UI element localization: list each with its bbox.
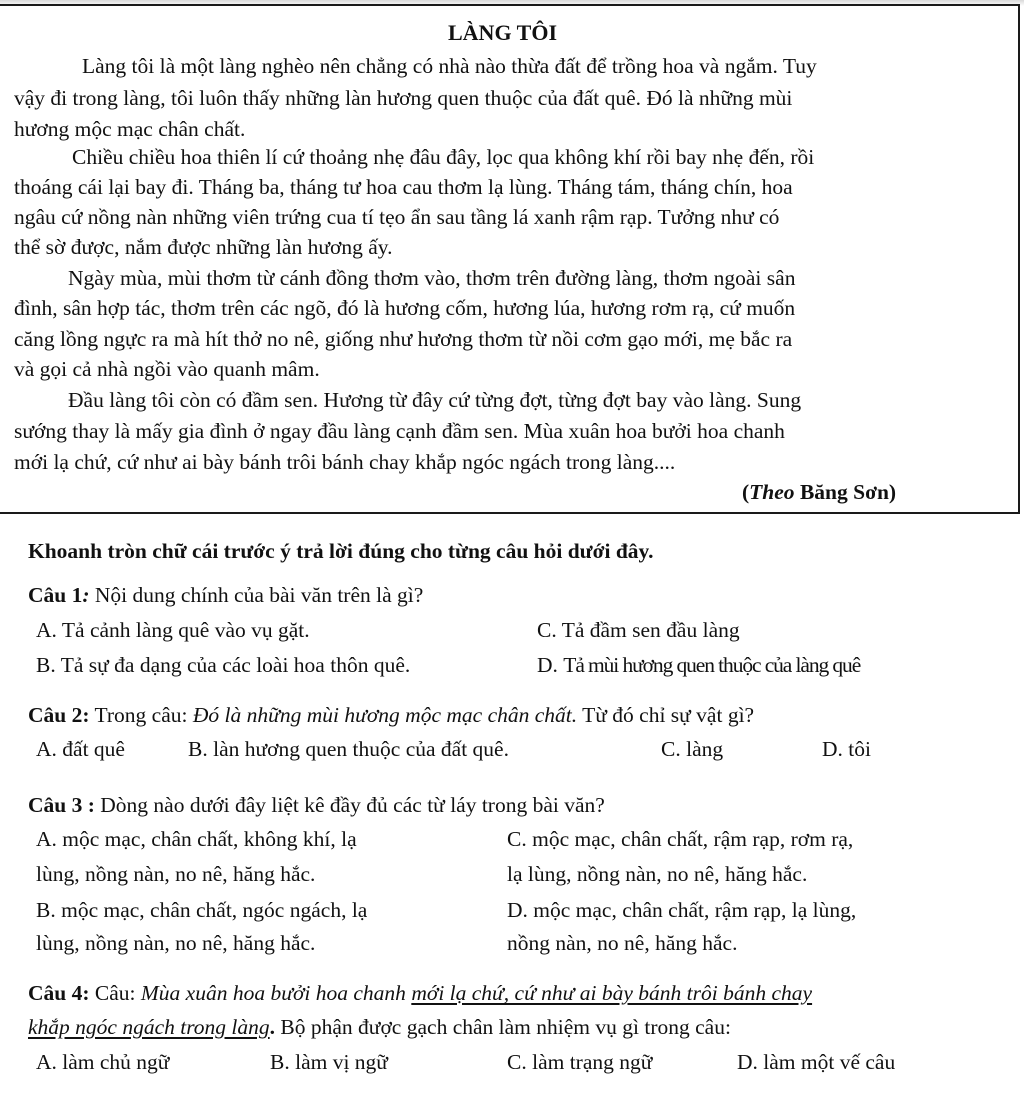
passage-line: hương mộc mạc chân chất. — [14, 117, 246, 141]
q1-option-a[interactable]: A. Tả cảnh làng quê vào vụ gặt. — [36, 618, 310, 642]
passage-line: ngâu cứ nồng nàn những viên trứng cua tí tẹo ẩn sau tầng lá xanh rậm rạp. Tưởng như có — [14, 205, 780, 229]
q3-option-b[interactable]: B. mộc mạc, chân chất, ngóc ngách, lạ — [36, 898, 368, 922]
passage-line: Đầu làng tôi còn có đầm sen. Hương từ đây cứ từng đợt, từng đợt bay vào làng. Sung — [68, 388, 802, 412]
q3-option-d-cont[interactable]: nồng nàn, no nê, hăng hắc. — [507, 931, 738, 955]
passage-line: sướng thay là mấy gia đình ở ngay đầu làng cạnh đầm sen. Mùa xuân hoa bưởi hoa chanh — [14, 419, 785, 443]
passage-line: đình, sân hợp tác, thơm trên các ngõ, đó là hương cốm, hương lúa, hương rơm rạ, cứ muốn — [14, 296, 796, 320]
q1-option-c[interactable]: C. Tả đầm sen đầu làng — [537, 618, 740, 642]
q2-option-c[interactable]: C. làng — [661, 737, 724, 761]
passage-line: thể sờ được, nắm được những làn hương ấy. — [14, 235, 393, 259]
q4-option-d[interactable]: D. làm một vế câu — [737, 1050, 896, 1074]
q2-option-a[interactable]: A. đất quê — [36, 737, 125, 761]
passage-line: Làng tôi là một làng nghèo nên chẳng có nhà nào thừa đất để trồng hoa và ngắm. Tuy — [82, 54, 817, 78]
passage-credit: (Theo Băng Sơn) — [742, 480, 897, 504]
q2-option-b[interactable]: B. làn hương quen thuộc của đất quê. — [188, 737, 509, 761]
q3-option-c-cont[interactable]: lạ lùng, nồng nàn, no nê, hăng hắc. — [507, 862, 808, 886]
passage-line: Ngày mùa, mùi thơm từ cánh đồng thơm vào, thơm trên đường làng, thơm ngoài sân — [68, 266, 796, 290]
q4-underlined-part: khắp ngóc ngách trong làng — [28, 1015, 270, 1039]
passage-line: và gọi cả nhà ngồi vào quanh mâm. — [14, 357, 320, 381]
q3-option-b-cont[interactable]: lùng, nồng nàn, no nê, hăng hắc. — [36, 931, 316, 955]
q4-option-a[interactable]: A. làm chủ ngữ — [36, 1050, 170, 1074]
q3-option-c[interactable]: C. mộc mạc, chân chất, rậm rạp, rơm rạ, — [507, 827, 854, 851]
instruction: Khoanh tròn chữ cái trước ý trả lời đúng cho từng câu hỏi dưới đây. — [28, 539, 654, 563]
q3-option-a-cont[interactable]: lùng, nồng nàn, no nê, hăng hắc. — [36, 862, 316, 886]
passage-line: mới lạ chứ, cứ như ai bày bánh trôi bánh chay khắp ngóc ngách trong làng.... — [14, 450, 676, 474]
question-4: Câu 4: Câu: Mùa xuân hoa bưởi hoa chanh mới lạ chứ, cứ như ai bày bánh trôi bánh chay — [28, 981, 813, 1005]
q4-option-b[interactable]: B. làm vị ngữ — [270, 1050, 388, 1074]
passage-line: căng lồng ngực ra mà hít thở no nê, giống như hương thơm từ nồi cơm gạo mới, mẹ bắc ra — [14, 327, 793, 351]
question-1: Câu 1: Nội dung chính của bài văn trên là gì? — [28, 583, 424, 607]
q4-underlined-part: mới lạ chứ, cứ như ai bày bánh trôi bánh chay — [411, 981, 813, 1005]
question-4-cont: khắp ngóc ngách trong làng. Bộ phận được gạch chân làm nhiệm vụ gì trong câu: — [28, 1015, 731, 1039]
passage-line: thoáng cái lại bay đi. Tháng ba, tháng tư hoa cau thơm lạ lùng. Tháng tám, tháng chín, hoa — [14, 175, 793, 199]
passage-line: vậy đi trong làng, tôi luôn thấy những làn hương quen thuộc của đất quê. Đó là những mùi — [14, 86, 793, 110]
q4-option-c[interactable]: C. làm trạng ngữ — [507, 1050, 653, 1074]
q2-option-d[interactable]: D. tôi — [822, 737, 871, 761]
q1-option-b[interactable]: B. Tả sự đa dạng của các loài hoa thôn quê. — [36, 653, 411, 677]
q3-option-d[interactable]: D. mộc mạc, chân chất, rậm rạp, lạ lùng, — [507, 898, 857, 922]
q1-option-d[interactable]: D. Tả mùi hương quen thuộc của làng quê — [537, 653, 861, 677]
passage-line: Chiều chiều hoa thiên lí cứ thoảng nhẹ đâu đây, lọc qua không khí rồi bay nhẹ đến, rồi — [72, 145, 815, 169]
question-3: Câu 3 : Dòng nào dưới đây liệt kê đầy đủ các từ láy trong bài văn? — [28, 793, 605, 817]
passage-title: LÀNG TÔI — [448, 20, 558, 45]
question-2: Câu 2: Trong câu: Đó là những mùi hương mộc mạc chân chất. Từ đó chỉ sự vật gì? — [28, 703, 755, 727]
q3-option-a[interactable]: A. mộc mạc, chân chất, không khí, lạ — [36, 827, 357, 851]
